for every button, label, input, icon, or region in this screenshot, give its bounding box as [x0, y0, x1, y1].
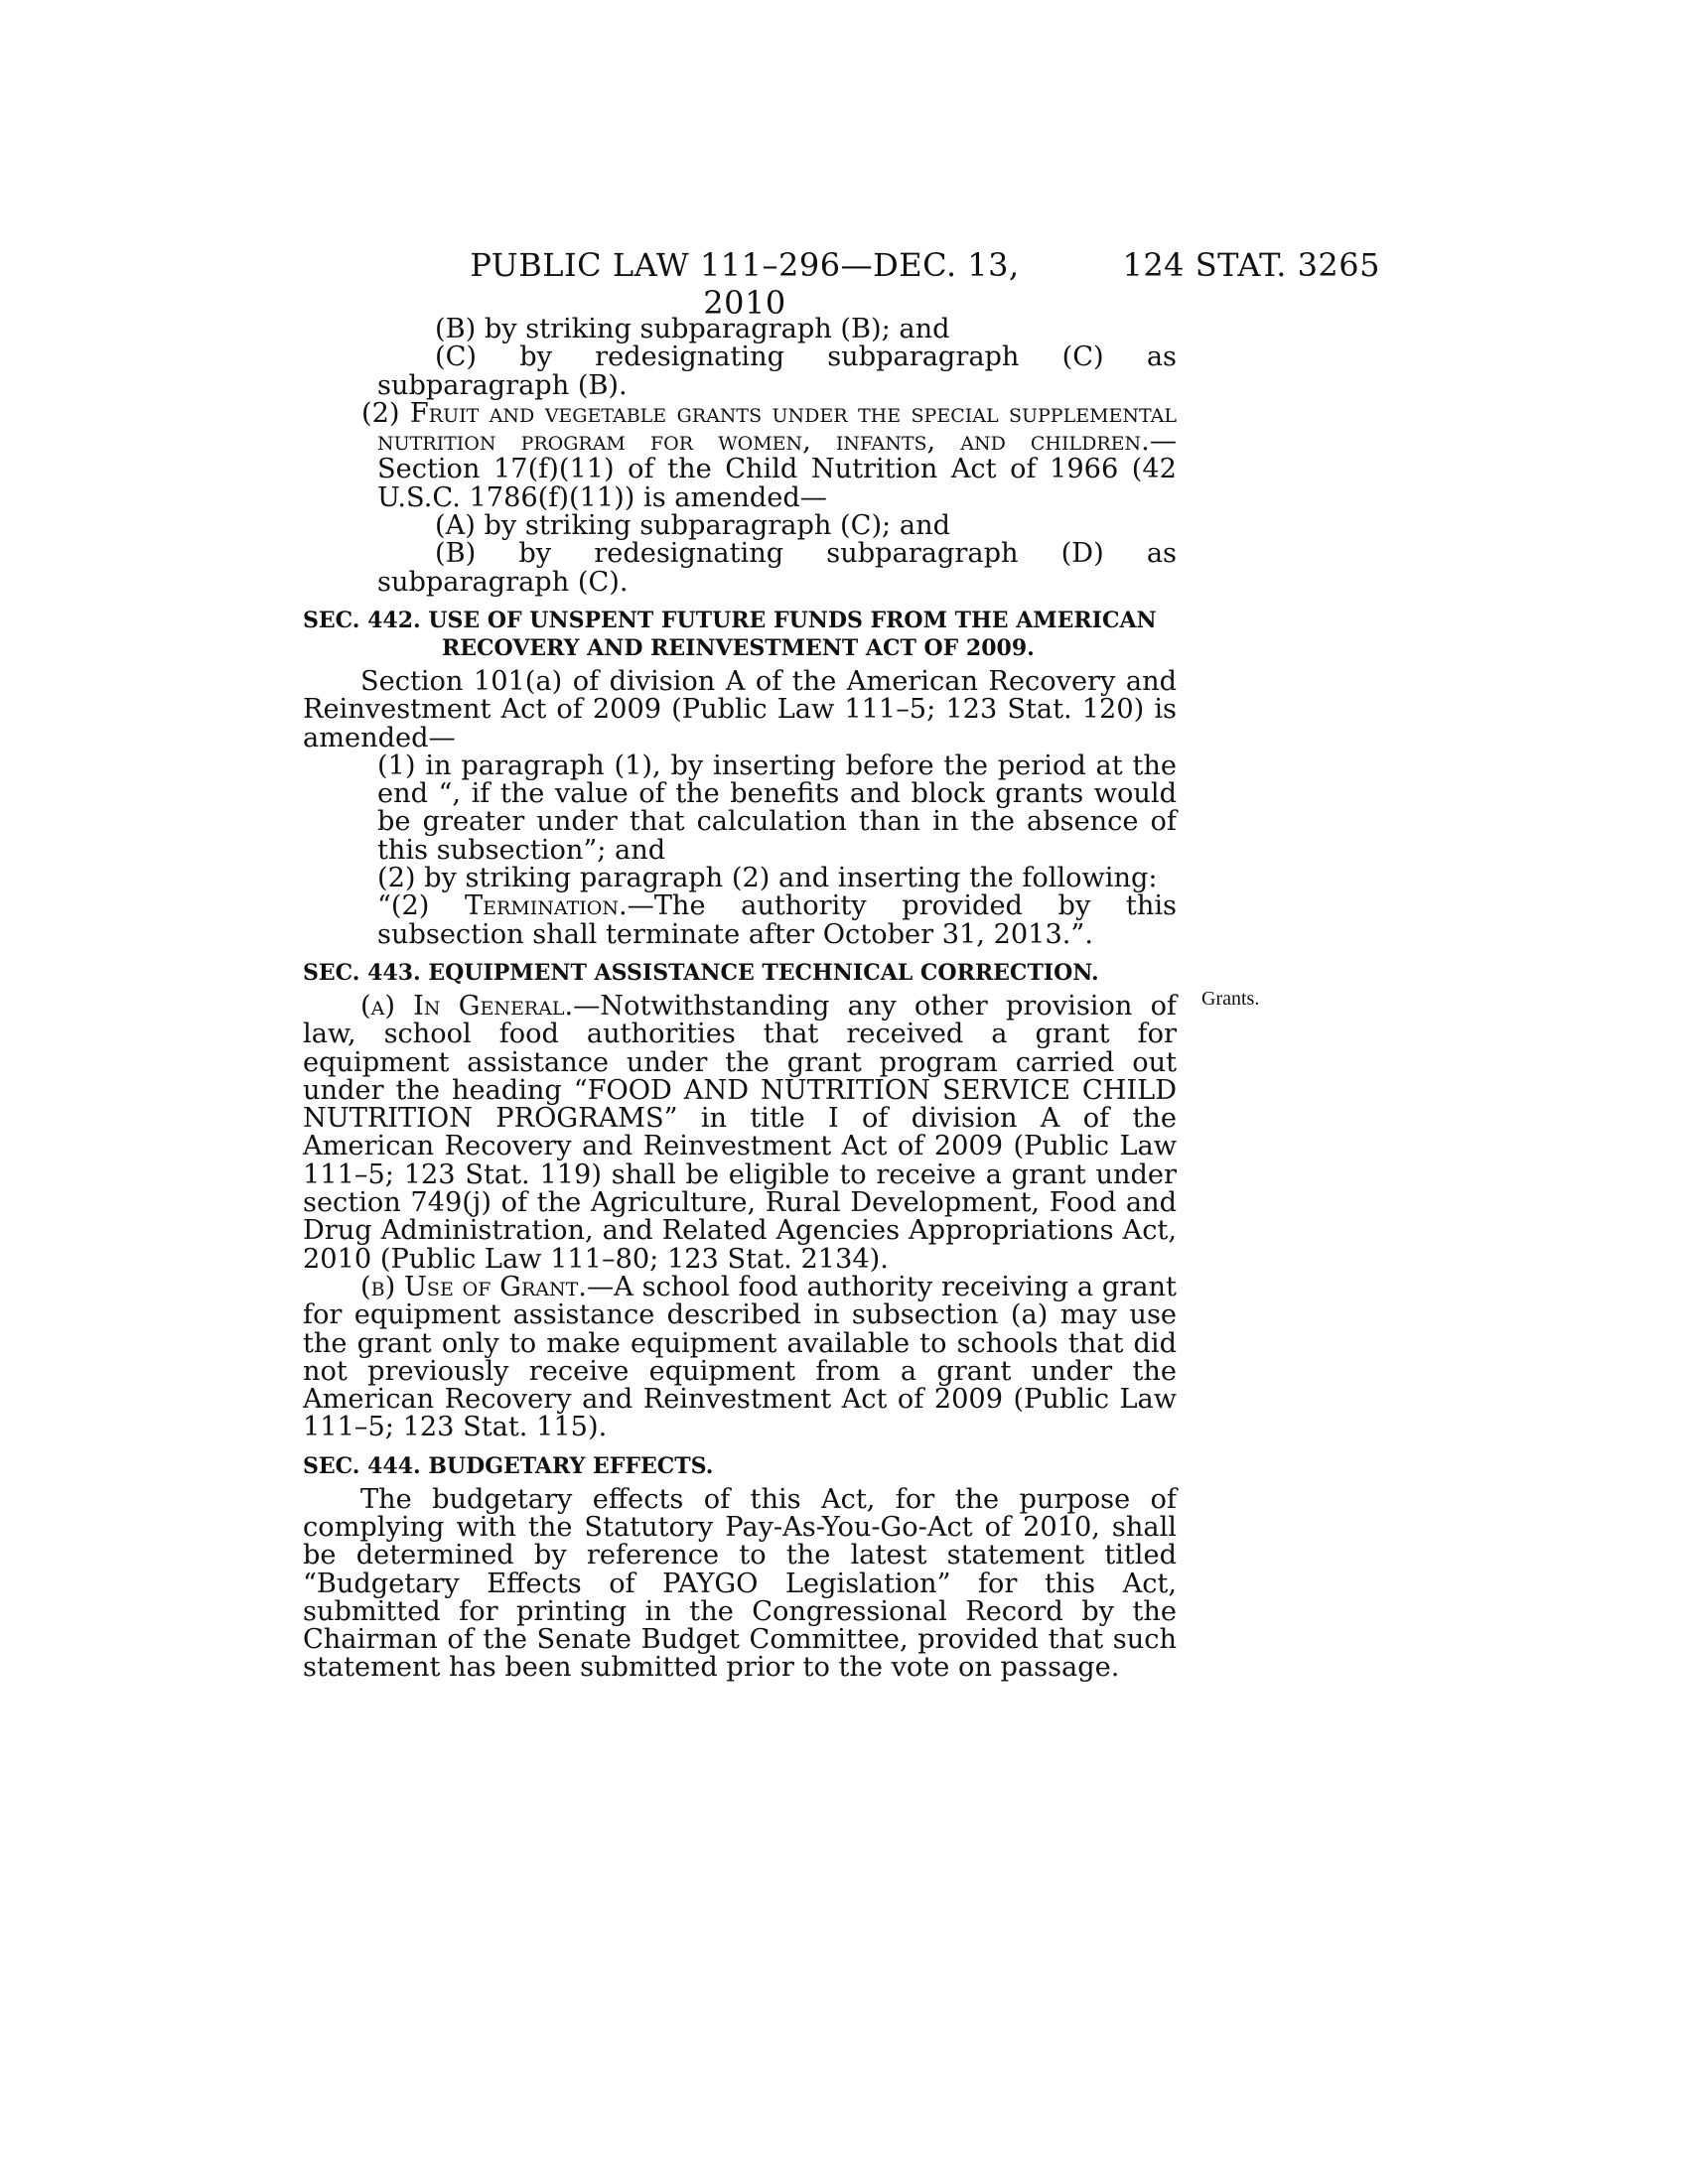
paragraph	[377, 892, 1177, 949]
paragraph: (C) by redesignating subparagraph (C) as subparagraph (B).	[377, 341, 1177, 401]
paragraph-text: —The authority provided by this subsection shall terminate after October 31, 2013.”.	[377, 890, 1177, 950]
section-heading-442	[303, 607, 1177, 662]
paragraph	[303, 1271, 1177, 1443]
paragraph: (B) by striking subparagraph (B); and	[435, 314, 950, 344]
paragraph: Section 101(a) of division A of the American Recovery and Reinvestment Act of 2009 (Public Law 111–5; 123 Stat. 120) is amended—	[303, 665, 1177, 753]
margin-note-grants: Grants.	[1201, 988, 1260, 1010]
paragraph: The budgetary effects of this Act, for the purpose of complying with the Statutory Pay-As-You-Go-Act of 2010, shall be determined by reference to the latest statement titled “Budgetary Effects of PAYGO Legislation” for this Act, submitted for printing in the Congressional Record by the Chairman of the Senate Budget Committee, provided that such statement has been submitted prior to the vote on passage.	[303, 1483, 1177, 1684]
page-header-stat: 124 STAT. 3265	[1122, 246, 1380, 284]
section-heading-443: SEC. 443. EQUIPMENT ASSISTANCE TECHNICAL CORRECTION.	[303, 959, 1099, 986]
section-heading-line: RECOVERY AND REINVESTMENT ACT OF 2009.	[442, 634, 1035, 661]
paragraph-text: —A school food authority receiving a grant for equipment assistance described in subsection (a) may use the grant only to make equipment available to schools that did not previously receive equipment from a grant under the American Recovery and Reinvestment Act of 2009 (Public Law 111–5; 123 Stat. 115).	[303, 1271, 1177, 1443]
paragraph: (2) by striking paragraph (2) and inserting the following:	[377, 863, 1158, 894]
indented-block	[303, 512, 1177, 597]
paragraph-caption: (a) In General.	[360, 990, 574, 1022]
paragraph-caption: “(2) Termination.	[377, 890, 628, 922]
section-heading-line: SEC. 442. USE OF UNSPENT FUTURE FUNDS FROM THE AMERICAN	[303, 607, 1157, 633]
paragraph-text: —Section 17(f)(11) of the Child Nutrition Act of 1966 (42 U.S.C. 1786(f)(11)) is amended—	[377, 426, 1177, 513]
paragraph: (1) in paragraph (1), by inserting before the period at the end “, if the value of the benefits and block grants would be greater under that calculation than in the absence of this subsection”; and	[377, 750, 1177, 866]
paragraph-caption: (2) Fruit and vegetable grants under the special supplemental nutrition program for women, infants, and children.	[361, 397, 1177, 458]
page-header-title: PUBLIC LAW 111–296—DEC. 13, 2010	[470, 246, 1020, 322]
paragraph-caption: (b) Use of Grant.	[360, 1271, 587, 1302]
paragraph-text: —Notwithstanding any other provision of law, school food authorities that received a grant for equipment assistance under the grant program carried out under the heading “FOOD AND NUTRITION SERVICE CHILD NUTRITION PROGRAMS” in title I of division A of the American Recovery and Reinvestment Act of 2009 (Public Law 111–5; 123 Stat. 119) shall be eligible to receive a grant under section 749(j) of the Agriculture, Rural Development, Food and Drug Administration, and Related Agencies Appropriations Act, 2010 (Public Law 111–80; 123 Stat. 2134).	[303, 990, 1177, 1275]
section-heading-444: SEC. 444. BUDGETARY EFFECTS.	[303, 1452, 714, 1479]
paragraph: (A) by striking subparagraph (C); and	[435, 510, 950, 542]
document-body	[303, 316, 1177, 1683]
paragraph: (B) by redesignating subparagraph (D) as subparagraph (C).	[377, 538, 1177, 598]
indented-block	[303, 752, 1177, 949]
indented-block	[303, 316, 1177, 400]
paragraph	[303, 397, 1177, 513]
paragraph	[303, 990, 1177, 1275]
